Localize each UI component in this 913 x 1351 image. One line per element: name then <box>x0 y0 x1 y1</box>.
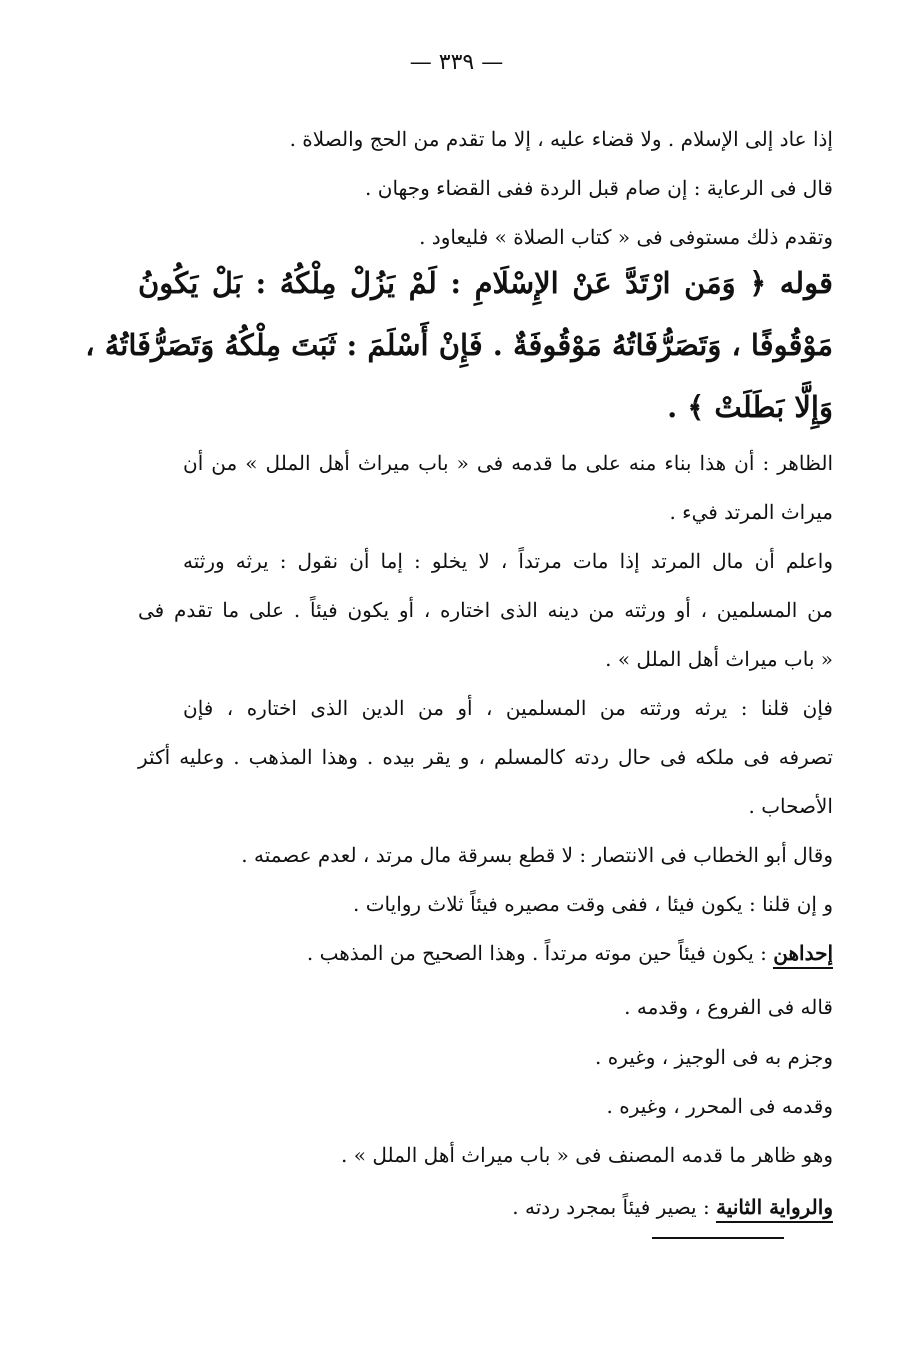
quran-quote-line: مَوْقُوفًا ، وَتَصَرُّفَاتُهُ مَوْقُوفَةٌ . فَإِنْ أَسْلَمَ : ثَبَتَ مِلْكُهُ وَتَصَرُّفَاتُهُ ، <box>85 328 833 362</box>
rewaya-heading-second: والرواية الثانية <box>716 1195 833 1223</box>
text-line <box>213 938 833 968</box>
text-line: و إن قلنا : يكون فيئا ، ففى وقت مصيره فيئاً ثلاث روايات . <box>353 892 833 916</box>
page-number: — ٣٣٩ — <box>409 50 504 75</box>
text-line: من المسلمين ، أو ورثته من دينه الذى اختاره ، أو يكون فيئاً . على ما تقدم فى <box>138 598 834 622</box>
text-line: الظاهر : أن هذا بناء منه على ما قدمه فى « باب ميراث أهل الملل » من أن <box>183 451 833 475</box>
text-line: وجزم به فى الوجيز ، وغيره . <box>595 1045 833 1069</box>
text-line: فإن قلنا : يرثه ورثته من المسلمين ، أو من الدين الذى اختاره ، فإن <box>183 696 833 720</box>
text-line: تصرفه فى ملكه فى حال ردته كالمسلم ، و يقر بيده . وهذا المذهب . وعليه أكثر <box>138 745 833 769</box>
text-line: قال فى الرعاية : إن صام قبل الردة ففى القضاء وجهان . <box>365 176 833 200</box>
quran-quote-line: وَإِلَّا بَطَلَتْ ﴾ . <box>667 390 833 424</box>
text-line: وتقدم ذلك مستوفى فى « كتاب الصلاة » فليعاود . <box>419 225 833 249</box>
text-line <box>213 1192 833 1222</box>
text-line: واعلم أن مال المرتد إذا مات مرتداً ، لا يخلو : إما أن نقول : يرثه ورثته <box>183 549 833 573</box>
text-line: قاله فى الفروع ، وقدمه . <box>624 995 833 1019</box>
text-line: إذا عاد إلى الإسلام . ولا قضاء عليه ، إلا ما تقدم من الحج والصلاة . <box>289 127 833 151</box>
quran-quote-line: قوله ﴿ وَمَن ارْتَدَّ عَنْ الإِسْلَامِ : لَمْ يَزُلْ مِلْكُهُ : بَلْ يَكُونُ <box>138 266 833 300</box>
text-line: ميراث المرتد فيء . <box>669 500 833 524</box>
rewaya-text: : يصير فيئاً بمجرد ردته . <box>512 1195 710 1219</box>
text-line: « باب ميراث أهل الملل » . <box>605 647 833 671</box>
text-line: وقال أبو الخطاب فى الانتصار : لا قطع بسرقة مال مرتد ، لعدم عصمته . <box>241 843 833 867</box>
text-line: وهو ظاهر ما قدمه المصنف فى « باب ميراث أهل الملل » . <box>341 1143 833 1167</box>
text-line: الأصحاب . <box>748 794 833 818</box>
rewaya-text: : يكون فيئاً حين موته مرتداً . وهذا الصحيح من المذهب . <box>306 941 767 965</box>
text-line: وقدمه فى المحرر ، وغيره . <box>606 1094 833 1118</box>
underline-rule <box>652 1237 784 1239</box>
rewaya-heading-first: إحداهن <box>773 941 833 969</box>
